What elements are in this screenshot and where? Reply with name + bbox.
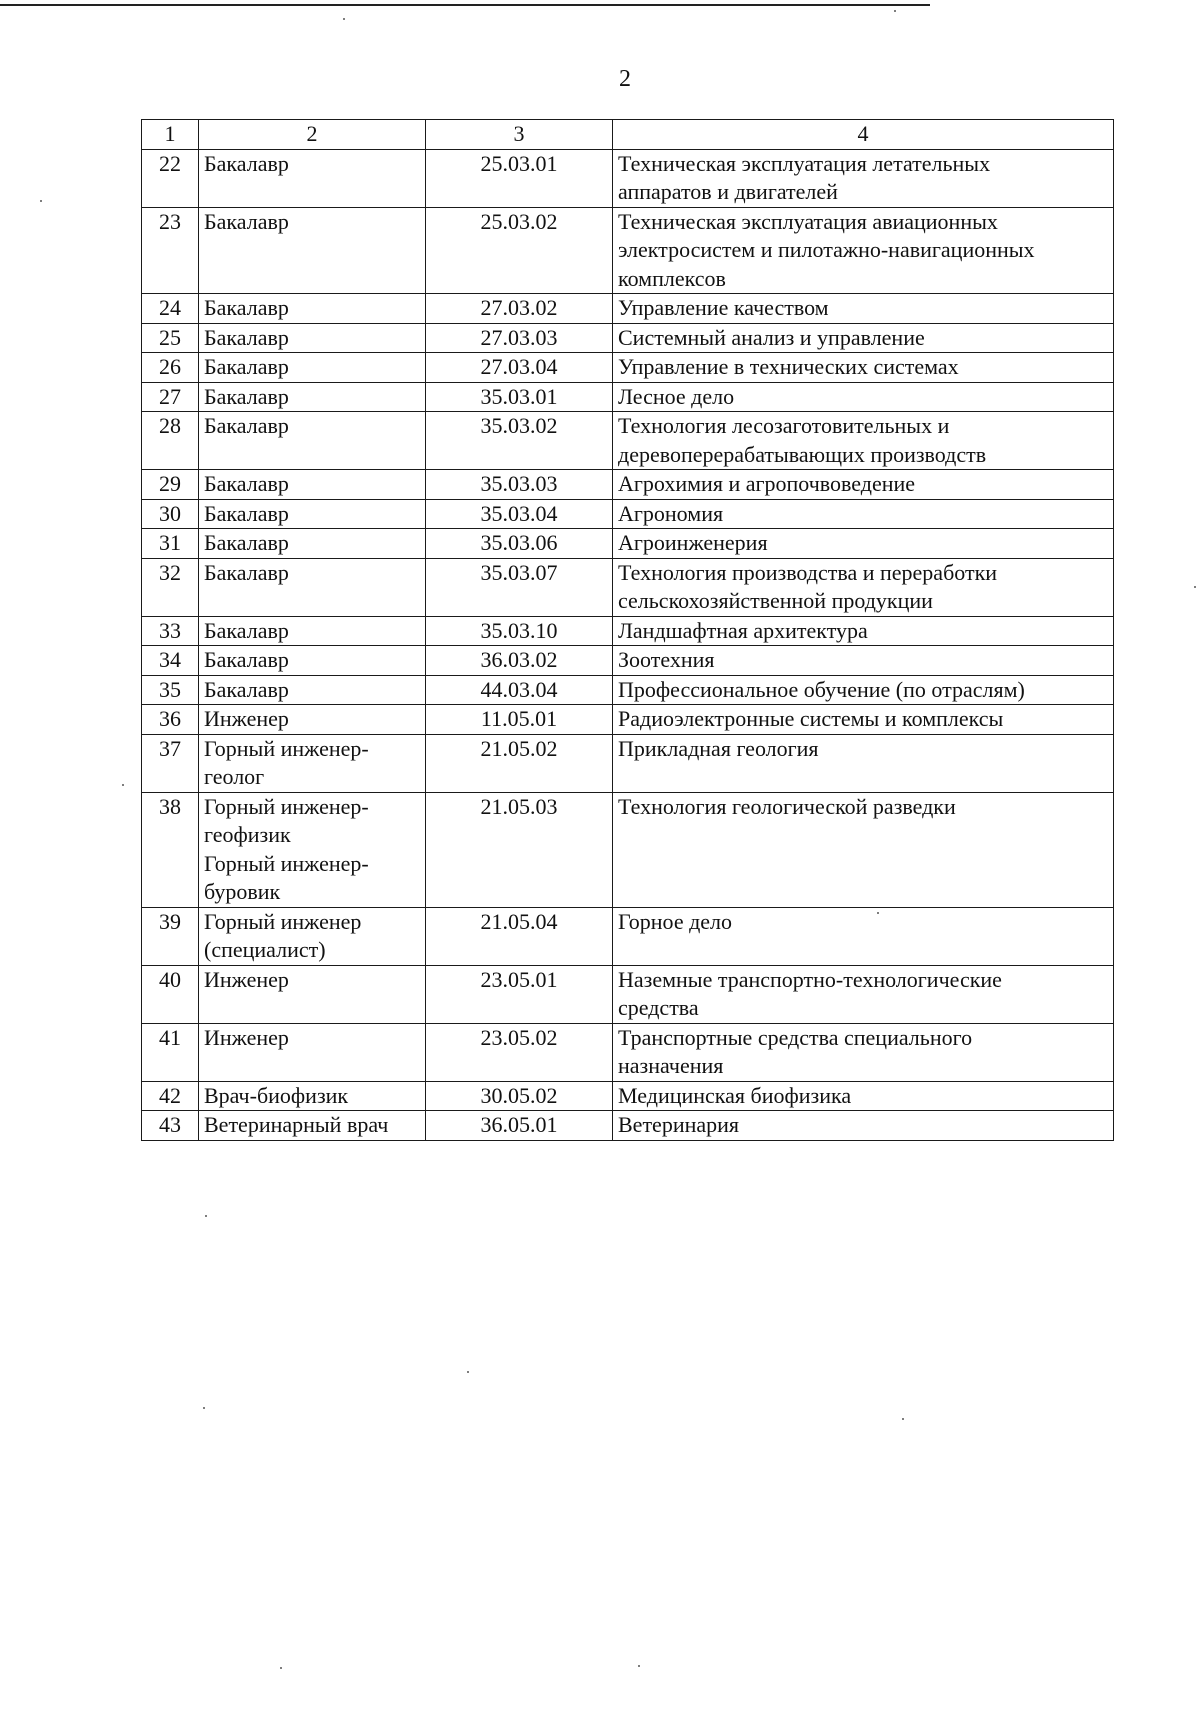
table-row bbox=[142, 616, 1114, 646]
specialty-name-cell: Технология геологической разведки bbox=[613, 792, 1114, 907]
specialty-name-cell: Агрономия bbox=[613, 499, 1114, 529]
row-number-cell: 37 bbox=[142, 734, 199, 792]
table-row bbox=[142, 294, 1114, 324]
code-cell: 21.05.02 bbox=[426, 734, 613, 792]
scan-speck bbox=[40, 200, 42, 202]
scan-speck bbox=[122, 784, 124, 786]
row-number-cell: 30 bbox=[142, 499, 199, 529]
qualification-cell: Бакалавр bbox=[199, 529, 426, 559]
specialty-name-cell: Прикладная геология bbox=[613, 734, 1114, 792]
specialty-name-cell: Техническая эксплуатация авиационных электросистем и пилотажно-навигационных комплексов bbox=[613, 207, 1114, 294]
code-cell: 35.03.06 bbox=[426, 529, 613, 559]
scan-speck bbox=[343, 18, 345, 20]
qualification-cell: Ветеринарный врач bbox=[199, 1111, 426, 1141]
code-cell: 44.03.04 bbox=[426, 675, 613, 705]
specialty-name-cell: Лесное дело bbox=[613, 382, 1114, 412]
row-number-cell: 25 bbox=[142, 323, 199, 353]
row-number-cell: 28 bbox=[142, 412, 199, 470]
code-cell: 30.05.02 bbox=[426, 1081, 613, 1111]
row-number-cell: 26 bbox=[142, 353, 199, 383]
specialty-name-cell: Радиоэлектронные системы и комплексы bbox=[613, 705, 1114, 735]
code-cell: 23.05.02 bbox=[426, 1023, 613, 1081]
scan-speck bbox=[205, 1215, 207, 1217]
header-col-3: 3 bbox=[426, 120, 613, 150]
specialty-name-cell: Зоотехния bbox=[613, 646, 1114, 676]
specialty-name-cell: Ландшафтная архитектура bbox=[613, 616, 1114, 646]
code-cell: 35.03.10 bbox=[426, 616, 613, 646]
specialty-name-cell: Горное дело bbox=[613, 907, 1114, 965]
table-row bbox=[142, 353, 1114, 383]
table-row bbox=[142, 382, 1114, 412]
table-row bbox=[142, 965, 1114, 1023]
qualification-cell: Инженер bbox=[199, 705, 426, 735]
scan-speck bbox=[203, 1407, 205, 1409]
row-number-cell: 23 bbox=[142, 207, 199, 294]
code-cell: 35.03.03 bbox=[426, 470, 613, 500]
row-number-cell: 22 bbox=[142, 149, 199, 207]
specialty-name-cell: Профессиональное обучение (по отраслям) bbox=[613, 675, 1114, 705]
qualification-cell: Бакалавр bbox=[199, 675, 426, 705]
table-row bbox=[142, 323, 1114, 353]
row-number-cell: 43 bbox=[142, 1111, 199, 1141]
code-cell: 27.03.04 bbox=[426, 353, 613, 383]
specialty-name-cell: Медицинская биофизика bbox=[613, 1081, 1114, 1111]
specialty-name-cell: Технология лесозаготовительных и деревоперерабатывающих производств bbox=[613, 412, 1114, 470]
qualification-cell: Бакалавр bbox=[199, 382, 426, 412]
scan-speck bbox=[877, 912, 879, 914]
scan-speck bbox=[280, 1667, 282, 1669]
row-number-cell: 32 bbox=[142, 558, 199, 616]
specialty-name-cell: Управление качеством bbox=[613, 294, 1114, 324]
scan-speck bbox=[902, 1418, 904, 1420]
table-row bbox=[142, 499, 1114, 529]
row-number-cell: 27 bbox=[142, 382, 199, 412]
row-number-cell: 35 bbox=[142, 675, 199, 705]
qualification-cell: Инженер bbox=[199, 1023, 426, 1081]
header-col-2: 2 bbox=[199, 120, 426, 150]
code-cell: 21.05.04 bbox=[426, 907, 613, 965]
specialty-name-cell: Наземные транспортно-технологические средства bbox=[613, 965, 1114, 1023]
code-cell: 27.03.03 bbox=[426, 323, 613, 353]
row-number-cell: 24 bbox=[142, 294, 199, 324]
row-number-cell: 33 bbox=[142, 616, 199, 646]
code-cell: 21.05.03 bbox=[426, 792, 613, 907]
table-row bbox=[142, 792, 1114, 907]
qualification-cell: Бакалавр bbox=[199, 412, 426, 470]
qualification-cell: Бакалавр bbox=[199, 353, 426, 383]
qualification-cell: Бакалавр bbox=[199, 499, 426, 529]
scan-speck bbox=[1194, 586, 1196, 588]
row-number-cell: 39 bbox=[142, 907, 199, 965]
row-number-cell: 38 bbox=[142, 792, 199, 907]
table-row bbox=[142, 675, 1114, 705]
code-cell: 25.03.02 bbox=[426, 207, 613, 294]
table-row bbox=[142, 1023, 1114, 1081]
specialties-table bbox=[141, 119, 1114, 1141]
code-cell: 36.05.01 bbox=[426, 1111, 613, 1141]
row-number-cell: 29 bbox=[142, 470, 199, 500]
table-row bbox=[142, 646, 1114, 676]
table-row bbox=[142, 907, 1114, 965]
row-number-cell: 40 bbox=[142, 965, 199, 1023]
specialty-name-cell: Транспортные средства специального назначения bbox=[613, 1023, 1114, 1081]
specialty-name-cell: Техническая эксплуатация летательных аппаратов и двигателей bbox=[613, 149, 1114, 207]
code-cell: 23.05.01 bbox=[426, 965, 613, 1023]
qualification-cell: Бакалавр bbox=[199, 470, 426, 500]
qualification-cell: Бакалавр bbox=[199, 207, 426, 294]
header-col-1: 1 bbox=[142, 120, 199, 150]
specialty-name-cell: Ветеринария bbox=[613, 1111, 1114, 1141]
table-row bbox=[142, 207, 1114, 294]
qualification-cell: Бакалавр bbox=[199, 558, 426, 616]
qualification-cell: Горный инженер- геофизик Горный инженер- буровик bbox=[199, 792, 426, 907]
table-row bbox=[142, 1081, 1114, 1111]
table-row bbox=[142, 705, 1114, 735]
page-number: 2 bbox=[619, 66, 631, 92]
qualification-cell: Бакалавр bbox=[199, 616, 426, 646]
specialty-name-cell: Системный анализ и управление bbox=[613, 323, 1114, 353]
specialty-name-cell: Агроинженерия bbox=[613, 529, 1114, 559]
specialty-name-cell: Агрохимия и агропочвоведение bbox=[613, 470, 1114, 500]
table-body bbox=[142, 149, 1114, 1140]
table-row bbox=[142, 412, 1114, 470]
row-number-cell: 42 bbox=[142, 1081, 199, 1111]
qualification-cell: Инженер bbox=[199, 965, 426, 1023]
code-cell: 11.05.01 bbox=[426, 705, 613, 735]
table-row bbox=[142, 470, 1114, 500]
table-row bbox=[142, 149, 1114, 207]
table-row bbox=[142, 734, 1114, 792]
table-row bbox=[142, 558, 1114, 616]
qualification-cell: Горный инженер- геолог bbox=[199, 734, 426, 792]
specialty-name-cell: Управление в технических системах bbox=[613, 353, 1114, 383]
code-cell: 35.03.01 bbox=[426, 382, 613, 412]
table-row bbox=[142, 1111, 1114, 1141]
row-number-cell: 34 bbox=[142, 646, 199, 676]
qualification-cell: Бакалавр bbox=[199, 294, 426, 324]
row-number-cell: 31 bbox=[142, 529, 199, 559]
table-row bbox=[142, 529, 1114, 559]
header-col-4: 4 bbox=[613, 120, 1114, 150]
specialty-name-cell: Технология производства и переработки сельскохозяйственной продукции bbox=[613, 558, 1114, 616]
qualification-cell: Бакалавр bbox=[199, 149, 426, 207]
scan-speck bbox=[894, 10, 896, 12]
scan-speck bbox=[638, 1665, 640, 1667]
qualification-cell: Врач-биофизик bbox=[199, 1081, 426, 1111]
scan-speck bbox=[467, 1371, 469, 1373]
scan-top-edge-line bbox=[0, 4, 930, 6]
code-cell: 35.03.02 bbox=[426, 412, 613, 470]
code-cell: 36.03.02 bbox=[426, 646, 613, 676]
code-cell: 27.03.02 bbox=[426, 294, 613, 324]
qualification-cell: Бакалавр bbox=[199, 323, 426, 353]
qualification-cell: Бакалавр bbox=[199, 646, 426, 676]
qualification-cell: Горный инженер (специалист) bbox=[199, 907, 426, 965]
row-number-cell: 36 bbox=[142, 705, 199, 735]
code-cell: 35.03.07 bbox=[426, 558, 613, 616]
table-header-row bbox=[142, 120, 1114, 150]
code-cell: 25.03.01 bbox=[426, 149, 613, 207]
code-cell: 35.03.04 bbox=[426, 499, 613, 529]
row-number-cell: 41 bbox=[142, 1023, 199, 1081]
